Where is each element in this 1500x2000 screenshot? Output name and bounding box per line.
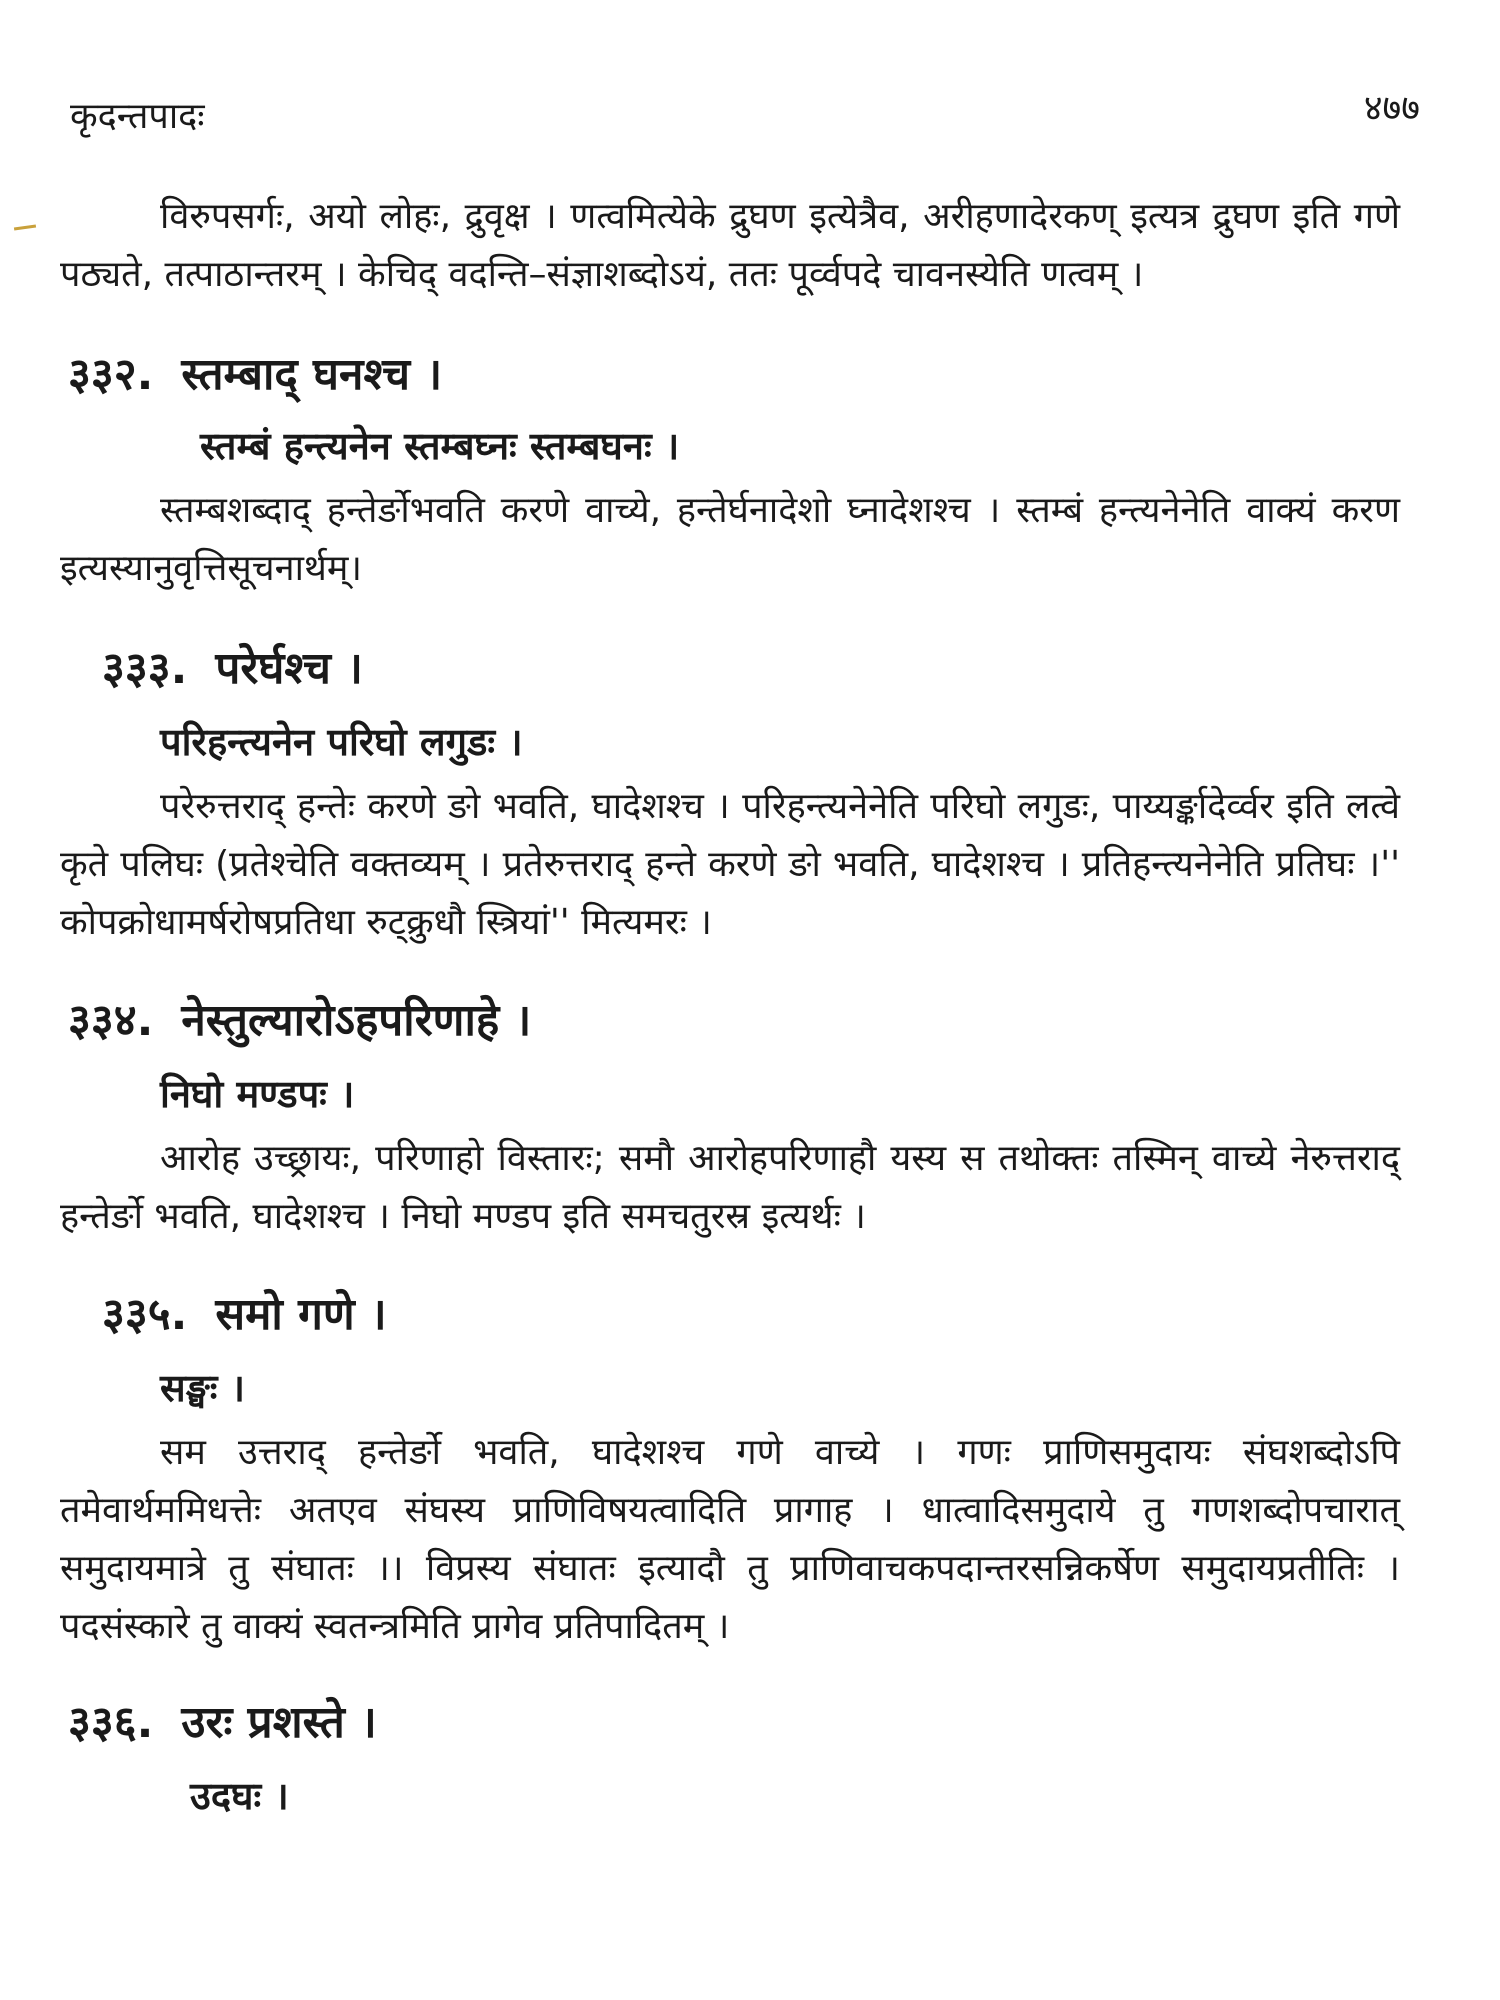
sutra-example: स्तम्बं हन्त्यनेन स्तम्बघ्नः स्तम्बघनः ।: [200, 424, 680, 468]
sutra-example: परिहन्त्यनेन परिघो लगुडः ।: [160, 720, 523, 764]
sutra-commentary: सम उत्तराद् हन्तेर्ङो भवति, घादेशश्च गणे वाच्ये । गणः प्राणिसमुदायः संघशब्दोऽपि तमेवार्थममिधत्तेः अतएव संघस्य प्राणिविषयत्वादिति प्रागाह । धात्वादिसमुदाये तु गणशब्दोपचारात् समुदायमात्रे तु संघातः ।। विप्रस्य संघातः इत्यादौ तु प्राणिवाचकपदान्तरसन्निकर्षेण समुदायप्रतीतिः । पदसंस्कारे तु वाक्यं स्वतन्त्रमिति प्रागेव प्रतिपादितम् ।: [60, 1432, 1400, 1647]
sutra-title: समो गणे ।: [215, 1289, 387, 1340]
sutra-commentary: स्तम्बशब्दाद् हन्तेर्ङोभवति करणे वाच्ये, हन्तेर्घनादेशो घ्नादेशश्च । स्तम्बं हन्त्यनेनेति वाक्यं करण इत्यस्यानुवृत्तिसूचनार्थम्।: [60, 490, 1400, 589]
sutra-example: उदघः ।: [190, 1774, 289, 1818]
sutra-number: ३३५.: [102, 1289, 188, 1340]
sutra-title: नेस्तुल्यारोऽहपरिणाहे ।: [181, 995, 532, 1046]
sutra-title: परेर्घश्च ।: [215, 643, 363, 694]
sutra-title: उरः प्रशस्ते ।: [181, 1697, 377, 1748]
sutra-number: ३३६.: [68, 1697, 154, 1748]
sutra-number: ३३४.: [68, 995, 154, 1046]
intro-paragraph: विरुपसर्गः, अयो लोहः, द्रुवृक्ष । णत्वमित्येके द्रुघण इत्येत्रैव, अरीहणादेरकण् इत्यत्र द्रुघण इति गणे पठ्यते, तत्पाठान्तरम् । केचिद् वदन्ति–संज्ञाशब्दोऽयं, ततः पूर्व्वपदे चावनस्येति णत्वम् ।: [60, 196, 1400, 295]
sutra-heading: [60, 1280, 1440, 1350]
sutra-commentary: परेरुत्तराद् हन्तेः करणे ङो भवति, घादेशश्च । परिहन्त्यनेनेति परिघो लगुडः, पाय्यर्ङ्कादेर्व्वर इति लत्वे कृते पलिघः (प्रतेश्चेति वक्तव्यम् । प्रतेरुत्तराद् हन्ते करणे ङो भवति, घादेशश्च । प्रतिहन्त्यनेनेति प्रतिघः ।'' कोपक्रोधामर्षरोषप्रतिधा रुट्क्रुधौ स्त्रियां'' मित्यमरः ।: [60, 786, 1400, 943]
sutra-heading: [60, 340, 1440, 410]
running-header: [60, 70, 1440, 137]
sutra-title: स्तम्बाद् घनश्च ।: [181, 349, 443, 400]
section-title: कृदन्तपादः: [70, 96, 205, 137]
page-number: ४७७: [1363, 88, 1420, 129]
sutra-commentary: आरोह उच्छ्रायः, परिणाहो विस्तारः; समौ आरोहपरिणाहौ यस्य स तथोक्तः तस्मिन् वाच्ये नेरुत्तराद् हन्तेर्ङो भवति, घादेशश्च । निघो मण्डप इति समचतुरस्र इत्यर्थः ।: [60, 1138, 1400, 1237]
margin-pen-mark: [14, 224, 36, 230]
sutra-number: ३३३.: [102, 643, 188, 694]
sutra-heading: [60, 1688, 1440, 1758]
sutra-example: सङ्घः ।: [160, 1366, 246, 1410]
sutra-heading: [60, 986, 1440, 1056]
sutra-number: ३३२.: [68, 349, 154, 400]
sutra-example: निघो मण्डपः ।: [160, 1072, 355, 1116]
sutra-heading: [60, 634, 1440, 704]
